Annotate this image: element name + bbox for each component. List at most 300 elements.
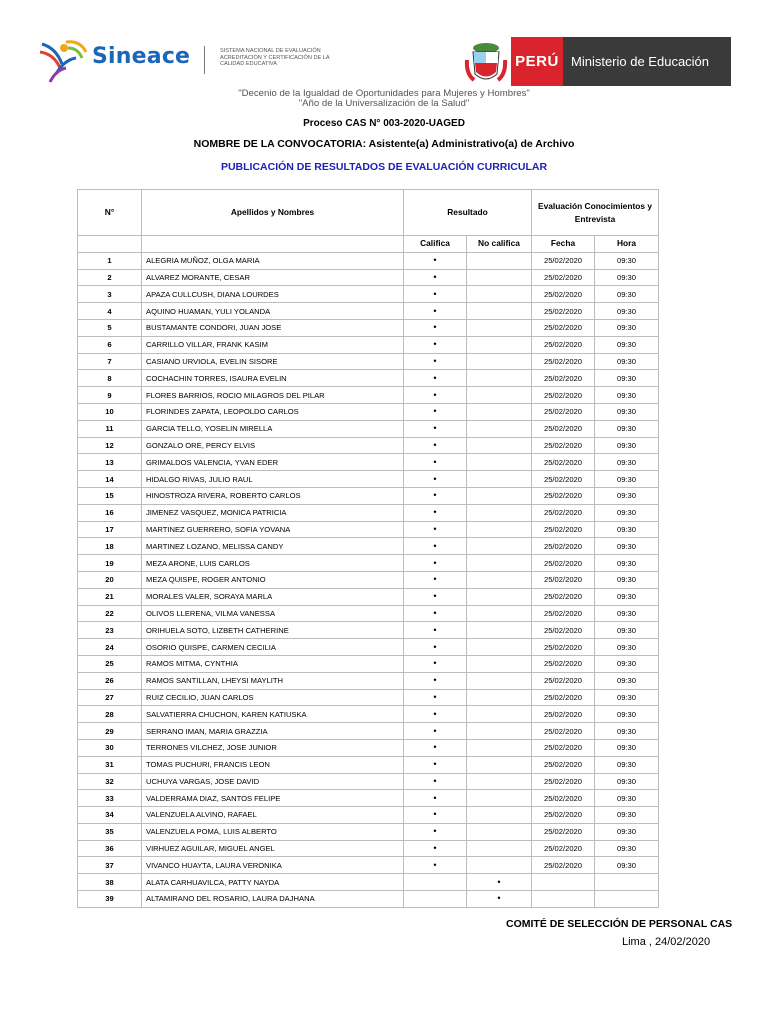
row-qualifies-mark: • <box>404 706 467 723</box>
row-time: 09:30 <box>595 555 659 572</box>
row-number: 15 <box>78 487 142 504</box>
row-not-qualifies-mark <box>467 252 532 269</box>
row-qualifies-mark: • <box>404 756 467 773</box>
row-time: 09:30 <box>595 571 659 588</box>
logo-divider <box>204 46 205 74</box>
row-number: 31 <box>78 756 142 773</box>
place-date: Lima , 24/02/2020 <box>622 936 711 948</box>
row-number: 30 <box>78 739 142 756</box>
row-not-qualifies-mark <box>467 487 532 504</box>
row-time: 09:30 <box>595 807 659 824</box>
row-number: 26 <box>78 672 142 689</box>
row-time: 09:30 <box>595 840 659 857</box>
row-name: ALTAMIRANO DEL ROSARIO, LAURA DAJHANA <box>142 891 404 908</box>
row-number: 25 <box>78 655 142 672</box>
row-number: 7 <box>78 353 142 370</box>
row-qualifies-mark: • <box>404 807 467 824</box>
header-date: Fecha <box>532 236 595 253</box>
table-row <box>78 622 659 639</box>
table-row <box>78 807 659 824</box>
row-date: 25/02/2020 <box>532 269 595 286</box>
row-not-qualifies-mark: • <box>467 874 532 891</box>
table-row <box>78 840 659 857</box>
row-not-qualifies-mark <box>467 420 532 437</box>
row-time: 09:30 <box>595 471 659 488</box>
row-time: 09:30 <box>595 286 659 303</box>
row-time: 09:30 <box>595 790 659 807</box>
table-row <box>78 655 659 672</box>
table-row <box>78 353 659 370</box>
row-qualifies-mark: • <box>404 723 467 740</box>
peru-coat-of-arms-icon <box>464 40 508 86</box>
row-number: 32 <box>78 773 142 790</box>
row-date: 25/02/2020 <box>532 538 595 555</box>
row-time: 09:30 <box>595 723 659 740</box>
row-not-qualifies-mark <box>467 639 532 656</box>
row-qualifies-mark: • <box>404 840 467 857</box>
row-number: 8 <box>78 370 142 387</box>
row-not-qualifies-mark <box>467 672 532 689</box>
row-name: GONZALO ORE, PERCY ELVIS <box>142 437 404 454</box>
results-table <box>77 189 659 908</box>
row-not-qualifies-mark <box>467 504 532 521</box>
header-time: Hora <box>595 236 659 253</box>
row-number: 4 <box>78 303 142 320</box>
peru-badge: PERÚ <box>511 37 563 86</box>
sineace-description: SISTEMA NACIONAL DE EVALUACIÓN ACREDITACIÓN Y CERTIFICACIÓN DE LA CALIDAD EDUCATIVA <box>220 48 330 68</box>
row-number: 19 <box>78 555 142 572</box>
row-number: 24 <box>78 639 142 656</box>
row-not-qualifies-mark <box>467 471 532 488</box>
row-date: 25/02/2020 <box>532 504 595 521</box>
row-not-qualifies-mark: • <box>467 891 532 908</box>
row-qualifies-mark: • <box>404 739 467 756</box>
table-row <box>78 521 659 538</box>
sineace-logo-icon <box>36 34 92 88</box>
row-not-qualifies-mark <box>467 319 532 336</box>
table-row <box>78 571 659 588</box>
row-number: 1 <box>78 252 142 269</box>
row-not-qualifies-mark <box>467 857 532 874</box>
row-time: 09:30 <box>595 706 659 723</box>
row-name: MEZA ARONE, LUIS CARLOS <box>142 555 404 572</box>
process-title: Proceso CAS N° 003-2020-UAGED <box>303 118 465 129</box>
row-number: 38 <box>78 874 142 891</box>
year-slogan: "Año de la Universalización de la Salud" <box>298 98 470 109</box>
row-qualifies-mark: • <box>404 252 467 269</box>
row-not-qualifies-mark <box>467 269 532 286</box>
table-row <box>78 471 659 488</box>
row-number: 23 <box>78 622 142 639</box>
table-row <box>78 319 659 336</box>
table-row <box>78 420 659 437</box>
row-time: 09:30 <box>595 437 659 454</box>
row-date: 25/02/2020 <box>532 387 595 404</box>
row-name: VIRHUEZ AGUILAR, MIGUEL ANGEL <box>142 840 404 857</box>
row-number: 17 <box>78 521 142 538</box>
row-number: 10 <box>78 403 142 420</box>
row-date: 25/02/2020 <box>532 437 595 454</box>
row-date: 25/02/2020 <box>532 605 595 622</box>
row-time: 09:30 <box>595 420 659 437</box>
row-not-qualifies-mark <box>467 370 532 387</box>
row-number: 6 <box>78 336 142 353</box>
row-not-qualifies-mark <box>467 571 532 588</box>
table-row <box>78 857 659 874</box>
row-name: ALEGRIA MUÑOZ, OLGA MARIA <box>142 252 404 269</box>
row-qualifies-mark <box>404 874 467 891</box>
row-number: 36 <box>78 840 142 857</box>
row-qualifies-mark: • <box>404 487 467 504</box>
table-row <box>78 672 659 689</box>
row-time: 09:30 <box>595 655 659 672</box>
row-date: 25/02/2020 <box>532 403 595 420</box>
row-qualifies-mark: • <box>404 286 467 303</box>
row-date: 25/02/2020 <box>532 555 595 572</box>
row-date: 25/02/2020 <box>532 857 595 874</box>
publication-heading: PUBLICACIÓN DE RESULTADOS DE EVALUACIÓN CURRICULAR <box>220 161 548 173</box>
row-qualifies-mark: • <box>404 655 467 672</box>
table-row <box>78 269 659 286</box>
row-date <box>532 874 595 891</box>
row-not-qualifies-mark <box>467 387 532 404</box>
row-not-qualifies-mark <box>467 588 532 605</box>
row-number: 11 <box>78 420 142 437</box>
row-date: 25/02/2020 <box>532 588 595 605</box>
row-qualifies-mark: • <box>404 336 467 353</box>
row-date: 25/02/2020 <box>532 286 595 303</box>
row-qualifies-mark: • <box>404 303 467 320</box>
sineace-wordmark: Sineace <box>92 44 191 69</box>
row-name: AQUINO HUAMAN, YULI YOLANDA <box>142 303 404 320</box>
row-qualifies-mark: • <box>404 622 467 639</box>
row-qualifies-mark: • <box>404 639 467 656</box>
row-time: 09:30 <box>595 588 659 605</box>
table-row <box>78 336 659 353</box>
table-row <box>78 706 659 723</box>
row-name: VALENZUELA ALVINO, RAFAEL <box>142 807 404 824</box>
row-name: TERRONES VILCHEZ, JOSE JUNIOR <box>142 739 404 756</box>
row-not-qualifies-mark <box>467 807 532 824</box>
row-time: 09:30 <box>595 823 659 840</box>
row-name: MARTINEZ LOZANO, MELISSA CANDY <box>142 538 404 555</box>
row-qualifies-mark: • <box>404 605 467 622</box>
table-row <box>78 454 659 471</box>
row-time: 09:30 <box>595 639 659 656</box>
decade-slogan: "Decenio de la Igualdad de Oportunidades para Mujeres y Hombres" <box>238 88 530 99</box>
row-not-qualifies-mark <box>467 756 532 773</box>
table-row <box>78 689 659 706</box>
table-row <box>78 370 659 387</box>
table-row <box>78 555 659 572</box>
row-not-qualifies-mark <box>467 823 532 840</box>
row-number: 20 <box>78 571 142 588</box>
row-name: RAMOS SANTILLAN, LHEYSI MAYLITH <box>142 672 404 689</box>
row-number: 13 <box>78 454 142 471</box>
row-not-qualifies-mark <box>467 403 532 420</box>
row-date: 25/02/2020 <box>532 807 595 824</box>
row-date: 25/02/2020 <box>532 790 595 807</box>
row-number: 3 <box>78 286 142 303</box>
row-name: GRIMALDOS VALENCIA, YVAN EDER <box>142 454 404 471</box>
header-qualifies: Califica <box>404 236 467 253</box>
row-time: 09:30 <box>595 521 659 538</box>
row-name: JIMENEZ VASQUEZ, MONICA PATRICIA <box>142 504 404 521</box>
row-not-qualifies-mark <box>467 773 532 790</box>
table-row <box>78 538 659 555</box>
row-name: ALVAREZ MORANTE, CESAR <box>142 269 404 286</box>
row-not-qualifies-mark <box>467 723 532 740</box>
row-number: 37 <box>78 857 142 874</box>
row-number: 35 <box>78 823 142 840</box>
row-name: CARRILLO VILLAR, FRANK KASIM <box>142 336 404 353</box>
row-qualifies-mark: • <box>404 471 467 488</box>
table-row <box>78 487 659 504</box>
row-name: VIVANCO HUAYTA, LAURA VERONIKA <box>142 857 404 874</box>
row-name: CASIANO URVIOLA, EVELIN SISORE <box>142 353 404 370</box>
row-not-qualifies-mark <box>467 605 532 622</box>
row-time: 09:30 <box>595 319 659 336</box>
row-not-qualifies-mark <box>467 538 532 555</box>
row-not-qualifies-mark <box>467 336 532 353</box>
table-row <box>78 823 659 840</box>
table-row <box>78 387 659 404</box>
row-date: 25/02/2020 <box>532 756 595 773</box>
table-row <box>78 639 659 656</box>
ministry-badge: Ministerio de Educación <box>563 37 731 86</box>
header-number: N° <box>78 190 142 236</box>
row-name: MORALES VALER, SORAYA MARLA <box>142 588 404 605</box>
row-qualifies-mark: • <box>404 823 467 840</box>
row-not-qualifies-mark <box>467 353 532 370</box>
row-qualifies-mark: • <box>404 319 467 336</box>
row-date: 25/02/2020 <box>532 319 595 336</box>
row-date: 25/02/2020 <box>532 454 595 471</box>
table-row <box>78 286 659 303</box>
row-date: 25/02/2020 <box>532 303 595 320</box>
row-time: 09:30 <box>595 773 659 790</box>
table-row <box>78 739 659 756</box>
row-qualifies-mark: • <box>404 504 467 521</box>
header-result: Resultado <box>404 190 532 236</box>
row-number: 28 <box>78 706 142 723</box>
row-qualifies-mark: • <box>404 555 467 572</box>
row-not-qualifies-mark <box>467 790 532 807</box>
results-body <box>78 252 659 907</box>
row-time: 09:30 <box>595 739 659 756</box>
row-not-qualifies-mark <box>467 454 532 471</box>
row-date: 25/02/2020 <box>532 487 595 504</box>
row-date: 25/02/2020 <box>532 471 595 488</box>
row-name: ALATA CARHUAVILCA, PATTY NAYDA <box>142 874 404 891</box>
row-name: OLIVOS LLERENA, VILMA VANESSA <box>142 605 404 622</box>
row-number: 12 <box>78 437 142 454</box>
row-name: HIDALGO RIVAS, JULIO RAUL <box>142 471 404 488</box>
row-number: 14 <box>78 471 142 488</box>
row-time: 09:30 <box>595 353 659 370</box>
row-date: 25/02/2020 <box>532 622 595 639</box>
table-row <box>78 403 659 420</box>
row-time: 09:30 <box>595 672 659 689</box>
row-qualifies-mark: • <box>404 571 467 588</box>
table-row <box>78 723 659 740</box>
row-name: RUIZ CECILIO, JUAN CARLOS <box>142 689 404 706</box>
row-time: 09:30 <box>595 538 659 555</box>
row-not-qualifies-mark <box>467 286 532 303</box>
row-time: 09:30 <box>595 689 659 706</box>
row-name: MEZA QUISPE, ROGER ANTONIO <box>142 571 404 588</box>
table-row <box>78 605 659 622</box>
header-evaluation: Evaluación Conocimientos y Entrevista <box>532 190 659 236</box>
row-time <box>595 891 659 908</box>
row-name: COCHACHIN TORRES, ISAURA EVELIN <box>142 370 404 387</box>
row-qualifies-mark: • <box>404 269 467 286</box>
row-name: FLORINDES ZAPATA, LEOPOLDO CARLOS <box>142 403 404 420</box>
row-qualifies-mark: • <box>404 437 467 454</box>
row-qualifies-mark: • <box>404 588 467 605</box>
row-time: 09:30 <box>595 403 659 420</box>
header-blank <box>142 236 404 253</box>
row-number: 9 <box>78 387 142 404</box>
row-not-qualifies-mark <box>467 840 532 857</box>
row-date: 25/02/2020 <box>532 353 595 370</box>
row-time: 09:30 <box>595 487 659 504</box>
row-date: 25/02/2020 <box>532 739 595 756</box>
row-name: MARTINEZ GUERRERO, SOFIA YOVANA <box>142 521 404 538</box>
call-name: NOMBRE DE LA CONVOCATORIA: Asistente(a) Administrativo(a) de Archivo <box>193 138 575 150</box>
row-not-qualifies-mark <box>467 521 532 538</box>
row-time: 09:30 <box>595 336 659 353</box>
row-time: 09:30 <box>595 622 659 639</box>
row-time: 09:30 <box>595 605 659 622</box>
row-date: 25/02/2020 <box>532 706 595 723</box>
row-not-qualifies-mark <box>467 622 532 639</box>
row-number: 16 <box>78 504 142 521</box>
row-number: 27 <box>78 689 142 706</box>
row-number: 22 <box>78 605 142 622</box>
row-name: BUSTAMANTE CONDORI, JUAN JOSE <box>142 319 404 336</box>
row-number: 29 <box>78 723 142 740</box>
row-not-qualifies-mark <box>467 437 532 454</box>
row-name: VALDERRAMA DIAZ, SANTOS FELIPE <box>142 790 404 807</box>
row-time <box>595 874 659 891</box>
row-name: TOMAS PUCHURI, FRANCIS LEON <box>142 756 404 773</box>
table-row <box>78 756 659 773</box>
row-date: 25/02/2020 <box>532 521 595 538</box>
row-name: VALENZUELA POMA, LUIS ALBERTO <box>142 823 404 840</box>
row-name: FLORES BARRIOS, ROCIO MILAGROS DEL PILAR <box>142 387 404 404</box>
row-not-qualifies-mark <box>467 689 532 706</box>
row-number: 39 <box>78 891 142 908</box>
row-not-qualifies-mark <box>467 555 532 572</box>
row-date: 25/02/2020 <box>532 252 595 269</box>
table-row <box>78 303 659 320</box>
page-header <box>0 0 768 112</box>
row-date: 25/02/2020 <box>532 370 595 387</box>
row-date: 25/02/2020 <box>532 336 595 353</box>
row-number: 34 <box>78 807 142 824</box>
row-date: 25/02/2020 <box>532 655 595 672</box>
row-name: APAZA CULLCUSH, DIANA LOURDES <box>142 286 404 303</box>
row-qualifies-mark: • <box>404 387 467 404</box>
row-time: 09:30 <box>595 857 659 874</box>
row-qualifies-mark: • <box>404 538 467 555</box>
row-not-qualifies-mark <box>467 706 532 723</box>
row-number: 21 <box>78 588 142 605</box>
row-date: 25/02/2020 <box>532 773 595 790</box>
header-not-qualifies: No califica <box>467 236 532 253</box>
row-number: 18 <box>78 538 142 555</box>
row-date: 25/02/2020 <box>532 723 595 740</box>
row-name: HINOSTROZA RIVERA, ROBERTO CARLOS <box>142 487 404 504</box>
row-qualifies-mark: • <box>404 521 467 538</box>
row-time: 09:30 <box>595 504 659 521</box>
table-row <box>78 891 659 908</box>
row-number: 33 <box>78 790 142 807</box>
row-name: ORIHUELA SOTO, LIZBETH CATHERINE <box>142 622 404 639</box>
row-number: 2 <box>78 269 142 286</box>
row-qualifies-mark: • <box>404 689 467 706</box>
row-number: 5 <box>78 319 142 336</box>
row-name: UCHUYA VARGAS, JOSE DAVID <box>142 773 404 790</box>
row-name: SERRANO IMAN, MARIA GRAZZIA <box>142 723 404 740</box>
table-row <box>78 773 659 790</box>
row-name: RAMOS MITMA, CYNTHIA <box>142 655 404 672</box>
row-time: 09:30 <box>595 303 659 320</box>
row-date <box>532 891 595 908</box>
table-row <box>78 874 659 891</box>
row-time: 09:30 <box>595 756 659 773</box>
header-blank <box>78 236 142 253</box>
row-qualifies-mark: • <box>404 403 467 420</box>
table-row <box>78 252 659 269</box>
row-date: 25/02/2020 <box>532 689 595 706</box>
table-row <box>78 504 659 521</box>
row-qualifies-mark: • <box>404 857 467 874</box>
row-not-qualifies-mark <box>467 655 532 672</box>
row-not-qualifies-mark <box>467 739 532 756</box>
row-date: 25/02/2020 <box>532 639 595 656</box>
row-qualifies-mark: • <box>404 454 467 471</box>
row-date: 25/02/2020 <box>532 823 595 840</box>
row-time: 09:30 <box>595 387 659 404</box>
row-time: 09:30 <box>595 454 659 471</box>
row-name: GARCIA TELLO, YOSELIN MIRELLA <box>142 420 404 437</box>
row-date: 25/02/2020 <box>532 420 595 437</box>
row-qualifies-mark: • <box>404 672 467 689</box>
row-qualifies-mark: • <box>404 420 467 437</box>
row-qualifies-mark: • <box>404 790 467 807</box>
row-qualifies-mark: • <box>404 353 467 370</box>
row-time: 09:30 <box>595 269 659 286</box>
row-not-qualifies-mark <box>467 303 532 320</box>
row-name: OSORIO QUISPE, CARMEN CECILIA <box>142 639 404 656</box>
row-date: 25/02/2020 <box>532 571 595 588</box>
row-qualifies-mark <box>404 891 467 908</box>
table-row <box>78 790 659 807</box>
row-time: 09:30 <box>595 252 659 269</box>
table-row <box>78 588 659 605</box>
header-name: Apellidos y Nombres <box>142 190 404 236</box>
row-date: 25/02/2020 <box>532 672 595 689</box>
row-qualifies-mark: • <box>404 370 467 387</box>
row-date: 25/02/2020 <box>532 840 595 857</box>
row-time: 09:30 <box>595 370 659 387</box>
committee-signature: COMITÉ DE SELECCIÓN DE PERSONAL CAS <box>506 918 733 930</box>
row-name: SALVATIERRA CHUCHON, KAREN KATIUSKA <box>142 706 404 723</box>
table-row <box>78 437 659 454</box>
row-qualifies-mark: • <box>404 773 467 790</box>
